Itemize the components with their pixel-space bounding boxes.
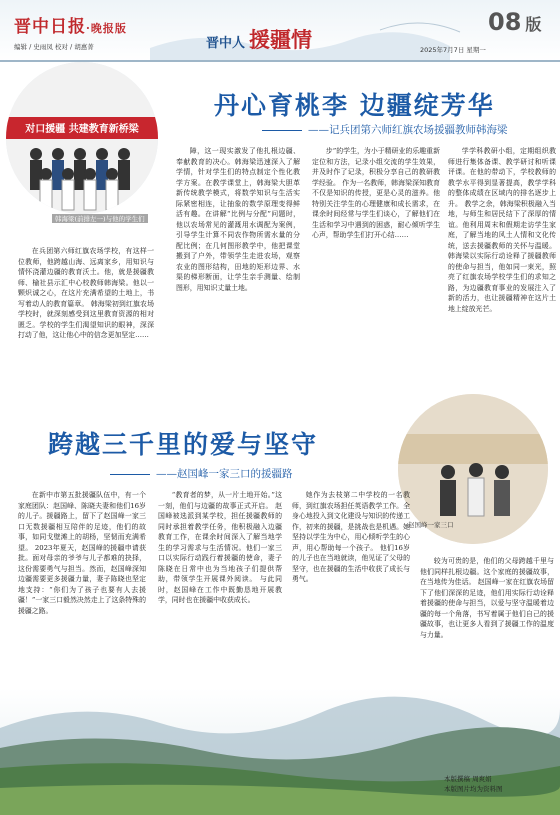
story1-headline: 丹心育桃李 边疆绽芳华 xyxy=(214,91,495,120)
story1-column-1: 在兵团第六师红旗农场学校，有这样一位教师，他跨越山海、远离家乡，用知识与情怀浇灌边疆的教育沃土。他，就是援疆教师、榆社县示汇中心校教师韩海梁。他以一颗炽诚之心，在这片充满希望的土地上，书写着动人的教育篇章。 韩海梁初到红旗农场学校时，就深刻感受到这里教育资源的相对匮乏。学校的学生们渴望知识的眼神，深深打动了他，这让他心中的信念更加坚定…… xyxy=(18,247,154,339)
photo2-caption: 赵国峰一家三口 xyxy=(408,521,454,529)
banner-text: 对口援疆 共建教育新桥梁 xyxy=(25,124,139,135)
group-photo-illustration xyxy=(6,62,158,214)
section-prefix: 晋中人 xyxy=(206,36,246,51)
section-title xyxy=(206,24,366,50)
story1-subhead: ——记兵团第六师红旗农场援疆教师韩海梁 xyxy=(262,122,508,137)
story2-column-2: “教育者的梦，从一片土地开始。”这一刻，他们与边疆的故事正式开启。 赵国峰被选派到某学校，担任援疆教师的同时承担着教学任务，他积极融入边疆教育工作，在课余时间深入了解当地学生的学习需求与生活情况。他们一家三口以实际行动践行着援疆的使命，妻子陈晓在日常中也为当地孩子们提供帮助，带领学生开展课外阅读。 与此同时，赵国峰在工作中既勤恳地开展教学，同时也在援疆中收获成长。 xyxy=(158,491,282,604)
credits-author: 本版撰稿 周爽娟 xyxy=(444,775,492,783)
story1-column-3: 步”的学生，为小于精研业的乐趣重新定位和方法，记录小组交流的学生效果，并及时作了记录，积极分享自己的教研教学经验。 作为一名教师，韩海梁深知教育不仅是知识的传授，更是心灵的滋养。他特别关注学生的心理健康和成长需求，在课余时间经常与学生们谈心，了解他们在生活和学习中遇到的困惑，耐心倾听学生心声，帮助学生们打开心结…… xyxy=(312,147,440,239)
publication-date: 2025年7月7日 星期一 xyxy=(420,46,486,54)
story2-headline: 跨越三千里的爱与坚守 xyxy=(48,430,319,459)
story1-column-4: 学学科教研小组，定期组织教师进行集体备课、教学研讨和听课评课。在他的带动下，学校教师的教学水平得到显著提高，教学学科的整体成绩在区域内的排名逐步上升。 教学之余，韩海梁积极融入当地，与师生和居民结下了深厚的情谊。他利用周末和假期走访学生家庭，了解当地的风土人情和文化传统，送去援疆教师的关怀与温暖。 韩海梁以实际行动诠释了援疆教师的使命与担当，他如同一束光，照亮了红旗农场学校学生们的求知之路，为边疆教育事业的发展注入了新的活力，也让援疆精神在这片土地上绽放光芒。 xyxy=(448,147,556,313)
photo1-caption: 韩海梁(前排左一)与他的学生们 xyxy=(52,214,148,223)
landscape-illustration xyxy=(0,688,560,815)
page-number: 08 版 xyxy=(488,8,542,36)
landscape-image xyxy=(0,688,560,815)
story2-column-4: 较为可贵的是，他们的父母跨越千里与他们同样扎根边疆。这个家庭的援疆故事，在当地传为佳话。 赵国峰一家在红旗农场留下了他们深深的足迹，他们用实际行动诠释着援疆的使命与担当，以爱与坚守温暖着边疆的每一个角落，书写着属于他们自己的援疆故事，也让更多人看到了援疆工作的温度与力量。 xyxy=(420,557,554,639)
editor-credits: 编辑 / 史雨凤 校对 / 胡惠菁 xyxy=(14,43,94,51)
story1-column-2: 障，这一现实激发了他扎根边疆、奉献教育的决心。韩海梁迅速深入了解学情，针对学生们的特点制定个性化教学方案。在教学课堂上，韩海梁大胆革新传统教学模式，将数学知识与生活实际紧密相连，让抽象的数学原理变得鲜活有趣。在讲解“比例与分配”问题时，他以农场常见的灌溉用水调配为案例，引导学生计算不同农作物所需水量的分配比例；在几何图形教学中，他把课堂搬到了户外，带领学生走进农场，观察农业的图形结构，田地的矩形边界、水渠的梯形断面，让学生亲手测量、绘制图形，用知识丈量土地。 xyxy=(176,147,300,292)
story2-column-1: 在新中市第五批援疆队伍中，有一个家庭团队：赵国峰、陈晓夫妻和他们16岁的儿子。援疆路上，留下了赵国峰一家三口无数援疆相互陪伴的足迹，他们的故事，如同戈壁滩上的胡杨，坚韧而充满希望。 2023年夏天，赵国峰的援疆申请获批。面对母亲的爷爷与儿子都难的抉择，这份需要勇气与担当。然而，赵国峰深知边疆需要更多援疆力量，妻子陈晓也坚定地支持：“你们为了孩子也要有人去援疆！”一家三口毅然决然走上了这条特殊的援疆之路。 xyxy=(18,491,146,615)
page-credits xyxy=(444,774,503,794)
credits-photo-note: 本版图片均为资料图 xyxy=(444,785,503,793)
section-title-text: 援疆情 xyxy=(249,27,313,52)
newspaper-title: 晋中日报·晚报版 xyxy=(14,17,127,37)
story2-subhead: ——赵国峰一家三口的援疆路 xyxy=(110,466,293,481)
story2-column-3: 她作为去枝第二中学校的一名教师，到红旗农场担任英语教学工作。全身心地投入到文化建设与知识的传递工作，初来的援疆，是挑战也是机遇。她坚持以学生为中心，用心倾听学生的心声，用心帮助每一个孩子。 他们16岁的儿子也在当地就读，他见证了父母的坚守，也在援疆的生活中收获了成长与勇气。 xyxy=(292,491,410,583)
teacher-students-photo xyxy=(6,62,158,214)
